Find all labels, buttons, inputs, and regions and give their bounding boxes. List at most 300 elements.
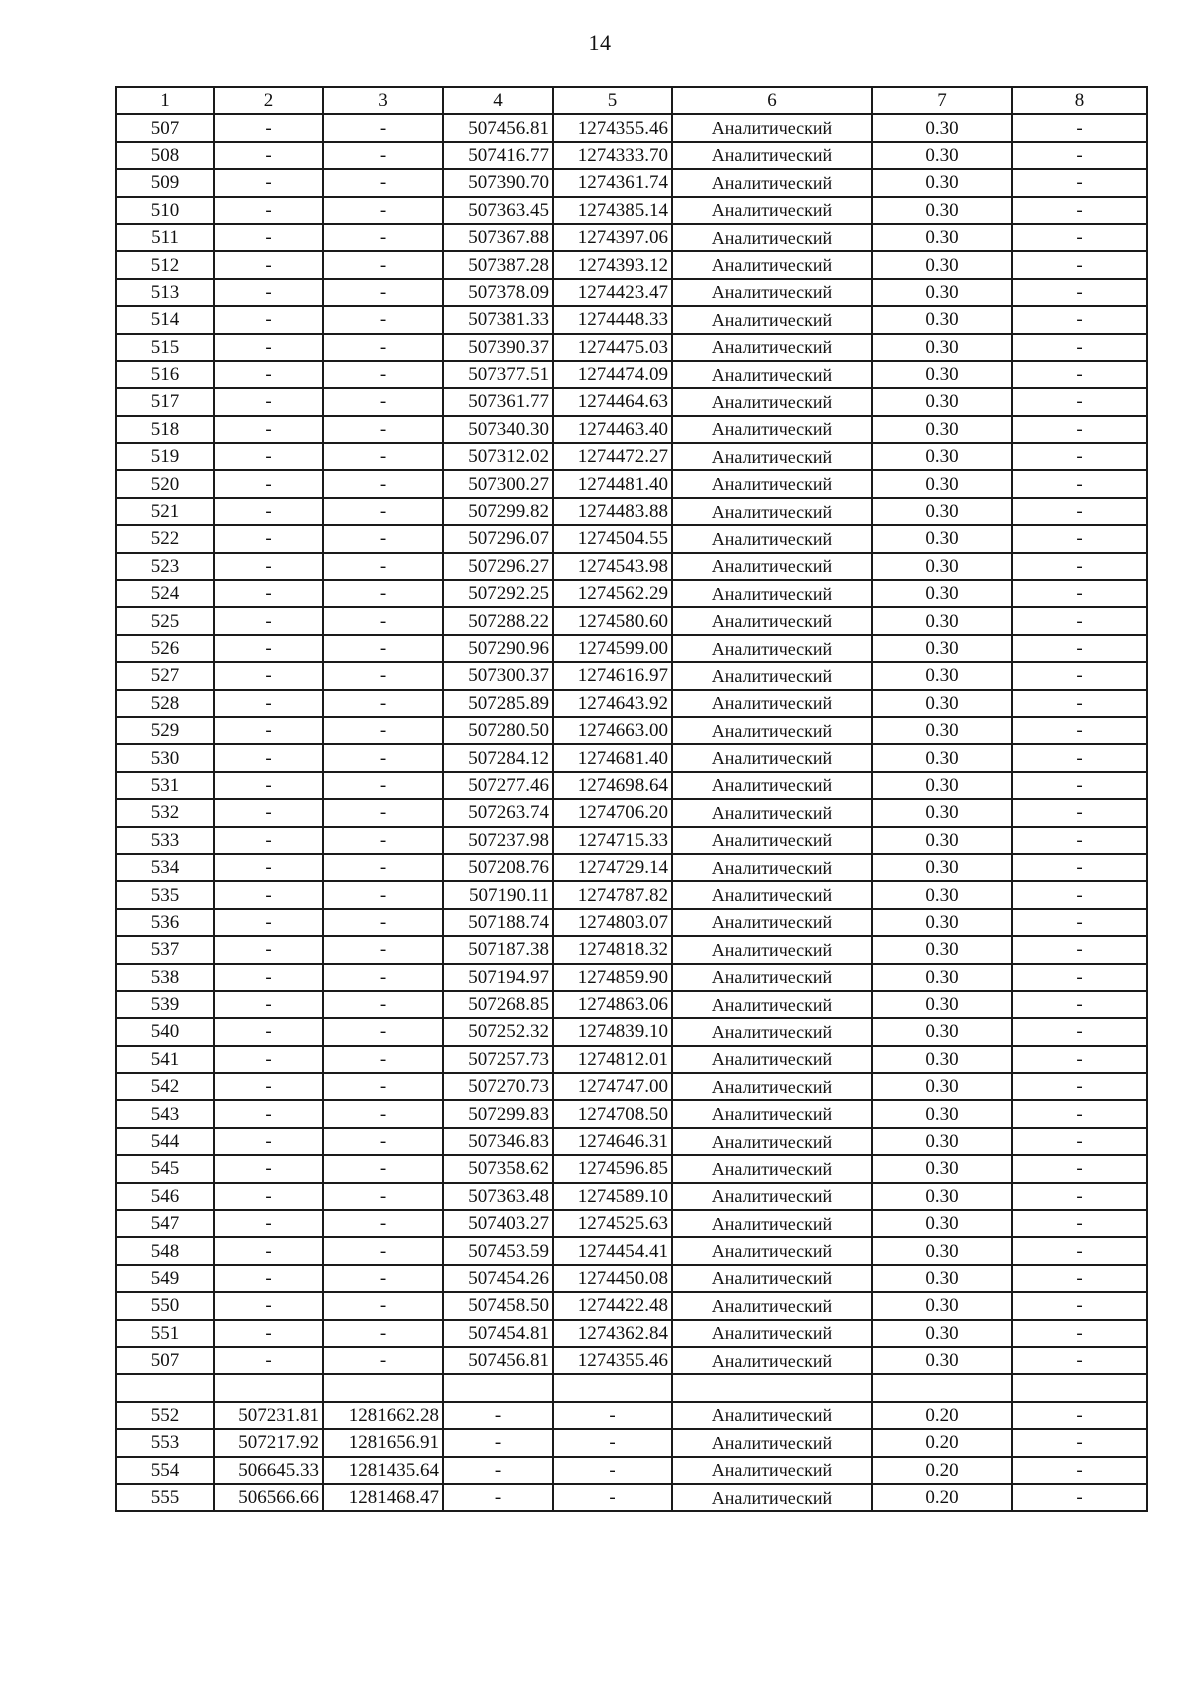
table-cell: - (323, 1292, 443, 1319)
table-cell: 514 (116, 306, 214, 333)
table-cell: - (443, 1402, 553, 1429)
table-cell: 1274596.85 (553, 1155, 672, 1182)
table-cell: - (323, 1100, 443, 1127)
table-cell (323, 1374, 443, 1401)
table-cell: Аналитический (672, 1347, 872, 1374)
table-cell: 0.30 (872, 251, 1012, 278)
table-cell: - (1012, 1429, 1147, 1456)
table-cell: - (323, 498, 443, 525)
table-cell: 1274698.64 (553, 772, 672, 799)
table-cell: 1274474.09 (553, 361, 672, 388)
table-cell: 549 (116, 1265, 214, 1292)
table-row (116, 1237, 1147, 1264)
table-cell: Аналитический (672, 1320, 872, 1347)
table-cell: Аналитический (672, 1073, 872, 1100)
table-row (116, 1347, 1147, 1374)
table-cell: 1274616.97 (553, 662, 672, 689)
table-cell: - (323, 717, 443, 744)
table-cell: - (323, 580, 443, 607)
table-cell: 507390.70 (443, 169, 553, 196)
table-cell: 534 (116, 854, 214, 881)
table-cell: Аналитический (672, 936, 872, 963)
table-cell: Аналитический (672, 525, 872, 552)
table-cell: 507263.74 (443, 799, 553, 826)
table-cell: - (323, 251, 443, 278)
table-cell: - (323, 607, 443, 634)
table-cell: 507285.89 (443, 690, 553, 717)
table-cell: - (323, 197, 443, 224)
table-row (116, 607, 1147, 634)
table-cell: - (214, 1320, 323, 1347)
table-cell: - (214, 936, 323, 963)
table-cell: 507270.73 (443, 1073, 553, 1100)
table-cell: - (1012, 964, 1147, 991)
table-cell: 1274729.14 (553, 854, 672, 881)
table-cell: 554 (116, 1457, 214, 1484)
table-cell: - (214, 799, 323, 826)
table-cell: 0.30 (872, 1347, 1012, 1374)
table-cell: - (214, 635, 323, 662)
table-cell: 507453.59 (443, 1237, 553, 1264)
table-cell: Аналитический (672, 388, 872, 415)
table-cell: - (1012, 525, 1147, 552)
table-cell: - (214, 1046, 323, 1073)
table-cell: 0.30 (872, 361, 1012, 388)
table-cell: 507300.27 (443, 470, 553, 497)
column-header: 8 (1012, 87, 1147, 114)
table-cell: 530 (116, 744, 214, 771)
table-cell: - (1012, 854, 1147, 881)
table-cell: 507188.74 (443, 909, 553, 936)
table-cell: - (443, 1429, 553, 1456)
table-cell: - (1012, 1402, 1147, 1429)
table-cell: 507358.62 (443, 1155, 553, 1182)
table-cell: Аналитический (672, 1402, 872, 1429)
table-cell: - (214, 827, 323, 854)
table-row (116, 662, 1147, 689)
table-cell: 555 (116, 1484, 214, 1511)
table-cell: 507458.50 (443, 1292, 553, 1319)
table-cell: 535 (116, 881, 214, 908)
table-cell: 532 (116, 799, 214, 826)
table-cell: - (1012, 470, 1147, 497)
table-cell: 1274385.14 (553, 197, 672, 224)
table-row (116, 169, 1147, 196)
table-cell: 507280.50 (443, 717, 553, 744)
table-cell: 507299.83 (443, 1100, 553, 1127)
table-cell: - (1012, 690, 1147, 717)
table-row (116, 1073, 1147, 1100)
table-cell: 1274504.55 (553, 525, 672, 552)
table-cell: 0.20 (872, 1457, 1012, 1484)
table-cell (214, 1374, 323, 1401)
table-cell: 546 (116, 1183, 214, 1210)
table-row (116, 772, 1147, 799)
table-cell: 0.30 (872, 334, 1012, 361)
table-cell: - (323, 306, 443, 333)
table-cell: - (214, 1128, 323, 1155)
table-cell: 1274361.74 (553, 169, 672, 196)
table-cell: - (553, 1484, 672, 1511)
table-cell: - (1012, 635, 1147, 662)
table-cell: - (1012, 1237, 1147, 1264)
table-cell: - (1012, 169, 1147, 196)
table-cell: - (1012, 1292, 1147, 1319)
table-cell: 0.30 (872, 964, 1012, 991)
table-cell: - (323, 744, 443, 771)
table-cell: 1274803.07 (553, 909, 672, 936)
table-cell: 507268.85 (443, 991, 553, 1018)
table-cell: 1274472.27 (553, 443, 672, 470)
table-row (116, 881, 1147, 908)
table-cell: 507257.73 (443, 1046, 553, 1073)
table-row (116, 498, 1147, 525)
table-cell: - (323, 635, 443, 662)
table-cell: 0.30 (872, 1237, 1012, 1264)
table-cell: - (214, 470, 323, 497)
table-cell (1012, 1374, 1147, 1401)
table-cell: Аналитический (672, 607, 872, 634)
table-cell: - (1012, 827, 1147, 854)
table-cell: 529 (116, 717, 214, 744)
table-cell: - (214, 251, 323, 278)
table-cell: - (1012, 717, 1147, 744)
table-row (116, 251, 1147, 278)
table-cell: 519 (116, 443, 214, 470)
table-cell: - (214, 279, 323, 306)
table-cell: Аналитический (672, 799, 872, 826)
table-cell: 0.30 (872, 306, 1012, 333)
table-cell: 552 (116, 1402, 214, 1429)
table-cell: 507288.22 (443, 607, 553, 634)
table-cell: 507296.07 (443, 525, 553, 552)
table-cell (443, 1374, 553, 1401)
table-cell: 0.30 (872, 607, 1012, 634)
table-cell: - (1012, 1155, 1147, 1182)
table-cell: 522 (116, 525, 214, 552)
table-row (116, 580, 1147, 607)
table-row (116, 1457, 1147, 1484)
table-cell: - (323, 1320, 443, 1347)
table-row (116, 964, 1147, 991)
table-row (116, 142, 1147, 169)
table-cell: 520 (116, 470, 214, 497)
table-row (116, 1320, 1147, 1347)
table-cell: 507378.09 (443, 279, 553, 306)
table-cell: 0.30 (872, 169, 1012, 196)
table-cell: 521 (116, 498, 214, 525)
table-row (116, 1155, 1147, 1182)
table-cell: 528 (116, 690, 214, 717)
table-row (116, 361, 1147, 388)
table-cell: 1281468.47 (323, 1484, 443, 1511)
table-cell: - (323, 1046, 443, 1073)
table-cell: Аналитический (672, 416, 872, 443)
table-cell: - (1012, 306, 1147, 333)
table-cell: 1274525.63 (553, 1210, 672, 1237)
table-cell: 1274715.33 (553, 827, 672, 854)
table-cell: Аналитический (672, 1292, 872, 1319)
table-cell: - (323, 772, 443, 799)
table-cell: - (214, 607, 323, 634)
header-row (116, 87, 1147, 114)
table-cell: 1274589.10 (553, 1183, 672, 1210)
table-cell: 1274562.29 (553, 580, 672, 607)
table-cell: 1274812.01 (553, 1046, 672, 1073)
table-cell: - (1012, 607, 1147, 634)
table-cell: 507 (116, 114, 214, 141)
table-cell: 1274580.60 (553, 607, 672, 634)
table-cell: 550 (116, 1292, 214, 1319)
table-cell: 507390.37 (443, 334, 553, 361)
table-cell: Аналитический (672, 498, 872, 525)
table-row (116, 334, 1147, 361)
table-cell: - (1012, 251, 1147, 278)
table-cell: - (214, 1210, 323, 1237)
table-cell: - (214, 197, 323, 224)
table-cell: Аналитический (672, 306, 872, 333)
table-cell: 0.20 (872, 1402, 1012, 1429)
table-row (116, 717, 1147, 744)
table-cell: - (1012, 1457, 1147, 1484)
table-cell: Аналитический (672, 772, 872, 799)
table-cell: - (323, 142, 443, 169)
table-cell: - (214, 416, 323, 443)
table-cell: 507403.27 (443, 1210, 553, 1237)
table-cell: - (1012, 1320, 1147, 1347)
table-cell: Аналитический (672, 1046, 872, 1073)
table-row (116, 525, 1147, 552)
table-cell: - (214, 1100, 323, 1127)
table-cell: 0.20 (872, 1484, 1012, 1511)
table-cell: 507187.38 (443, 936, 553, 963)
table-cell: - (323, 799, 443, 826)
table-cell: - (1012, 334, 1147, 361)
table-row (116, 854, 1147, 881)
table-cell: 536 (116, 909, 214, 936)
table-cell: 523 (116, 553, 214, 580)
table-cell: 526 (116, 635, 214, 662)
table-cell: - (323, 224, 443, 251)
table-cell: - (214, 306, 323, 333)
table-cell: - (1012, 114, 1147, 141)
table-cell: 0.30 (872, 525, 1012, 552)
table-cell: Аналитический (672, 1457, 872, 1484)
table-cell: - (214, 854, 323, 881)
table-cell: 0.30 (872, 1210, 1012, 1237)
table-cell: 507 (116, 1347, 214, 1374)
table-cell: - (214, 991, 323, 1018)
table-cell: 507296.27 (443, 553, 553, 580)
table-cell: - (1012, 224, 1147, 251)
table-row (116, 1292, 1147, 1319)
table-cell: - (323, 1018, 443, 1045)
table-cell: 1274448.33 (553, 306, 672, 333)
table-cell: Аналитический (672, 443, 872, 470)
table-cell: - (214, 361, 323, 388)
table-row (116, 1402, 1147, 1429)
table-cell: 507284.12 (443, 744, 553, 771)
table-cell: - (1012, 1046, 1147, 1073)
table-cell: - (214, 1265, 323, 1292)
table-cell: 507377.51 (443, 361, 553, 388)
table-cell: 507416.77 (443, 142, 553, 169)
table-cell: 507456.81 (443, 1347, 553, 1374)
table-cell: - (1012, 197, 1147, 224)
table-cell: 0.30 (872, 744, 1012, 771)
table-row (116, 909, 1147, 936)
table-cell: 1274475.03 (553, 334, 672, 361)
table-cell: - (443, 1457, 553, 1484)
table-cell: - (1012, 1347, 1147, 1374)
table-cell (672, 1374, 872, 1401)
table-cell: 0.30 (872, 114, 1012, 141)
table-cell: 0.30 (872, 443, 1012, 470)
table-cell: - (323, 553, 443, 580)
table-cell: 508 (116, 142, 214, 169)
table-cell: 516 (116, 361, 214, 388)
table-cell: 0.30 (872, 635, 1012, 662)
table-cell: - (323, 1265, 443, 1292)
table-cell: 1274643.92 (553, 690, 672, 717)
table-cell: - (553, 1429, 672, 1456)
table-cell: - (323, 1347, 443, 1374)
table-row (116, 388, 1147, 415)
table-cell: - (323, 1237, 443, 1264)
table-cell: 507454.81 (443, 1320, 553, 1347)
table-cell: 0.30 (872, 772, 1012, 799)
table-cell: 507381.33 (443, 306, 553, 333)
table-cell: 1274333.70 (553, 142, 672, 169)
table-cell: Аналитический (672, 1237, 872, 1264)
table-cell: Аналитический (672, 1128, 872, 1155)
table-cell (553, 1374, 672, 1401)
table-cell: 540 (116, 1018, 214, 1045)
table-cell: - (214, 881, 323, 908)
table-cell: 0.30 (872, 1128, 1012, 1155)
table-cell: 524 (116, 580, 214, 607)
table-cell: 0.30 (872, 1183, 1012, 1210)
table-row (116, 1484, 1147, 1511)
table-cell: - (214, 525, 323, 552)
table-cell: - (553, 1402, 672, 1429)
table-cell: Аналитический (672, 690, 872, 717)
table-cell: - (323, 443, 443, 470)
table-cell: 517 (116, 388, 214, 415)
table-cell: - (1012, 936, 1147, 963)
table-cell: Аналитический (672, 1484, 872, 1511)
table-cell: 551 (116, 1320, 214, 1347)
table-cell: 1274543.98 (553, 553, 672, 580)
table-cell: 1281656.91 (323, 1429, 443, 1456)
table-cell: - (323, 991, 443, 1018)
table-cell: 0.30 (872, 799, 1012, 826)
table-cell: 507237.98 (443, 827, 553, 854)
table-cell: 507454.26 (443, 1265, 553, 1292)
table-cell: 1274708.50 (553, 1100, 672, 1127)
table-cell: 0.20 (872, 1429, 1012, 1456)
table-cell: - (214, 1073, 323, 1100)
table-cell: 544 (116, 1128, 214, 1155)
table-cell: 512 (116, 251, 214, 278)
table-row (116, 991, 1147, 1018)
table-cell: 527 (116, 662, 214, 689)
table-cell: 507340.30 (443, 416, 553, 443)
table-cell: - (214, 1237, 323, 1264)
table-cell: Аналитический (672, 142, 872, 169)
table-cell: - (1012, 772, 1147, 799)
table-cell: - (214, 1347, 323, 1374)
table-cell: - (214, 580, 323, 607)
table-cell: - (1012, 909, 1147, 936)
table-cell: - (1012, 1100, 1147, 1127)
table-cell: 0.30 (872, 1155, 1012, 1182)
table-cell: 0.30 (872, 1100, 1012, 1127)
table-cell: Аналитический (672, 909, 872, 936)
table-cell: - (214, 114, 323, 141)
table-cell: Аналитический (672, 169, 872, 196)
table-cell: - (323, 1210, 443, 1237)
table-cell: 1274481.40 (553, 470, 672, 497)
column-header: 6 (672, 87, 872, 114)
table-cell: - (323, 1073, 443, 1100)
table-cell: 0.30 (872, 224, 1012, 251)
table-cell: 507312.02 (443, 443, 553, 470)
table-cell: 513 (116, 279, 214, 306)
table-cell: - (1012, 142, 1147, 169)
table-cell: 507299.82 (443, 498, 553, 525)
table-cell: 507367.88 (443, 224, 553, 251)
table-cell: Аналитический (672, 744, 872, 771)
table-cell: - (214, 717, 323, 744)
table-cell: 507300.37 (443, 662, 553, 689)
table-row (116, 470, 1147, 497)
table-cell: - (214, 744, 323, 771)
table-cell: - (323, 334, 443, 361)
table-cell: 0.30 (872, 1018, 1012, 1045)
table-cell: - (1012, 881, 1147, 908)
table-cell: 0.30 (872, 690, 1012, 717)
table-cell: - (1012, 279, 1147, 306)
table-cell: 0.30 (872, 580, 1012, 607)
table-cell: 1274839.10 (553, 1018, 672, 1045)
table-cell: - (1012, 1183, 1147, 1210)
table-row (116, 306, 1147, 333)
table-row (116, 799, 1147, 826)
table-cell: Аналитический (672, 1210, 872, 1237)
table-row (116, 279, 1147, 306)
table-cell: - (214, 553, 323, 580)
table-cell: 543 (116, 1100, 214, 1127)
table-cell: 507190.11 (443, 881, 553, 908)
table-cell: 547 (116, 1210, 214, 1237)
table-cell: 0.30 (872, 498, 1012, 525)
table-cell: 1274393.12 (553, 251, 672, 278)
table-cell: - (214, 909, 323, 936)
table-cell: - (214, 772, 323, 799)
table-cell: - (553, 1457, 672, 1484)
table-cell: 545 (116, 1155, 214, 1182)
table-cell: 510 (116, 197, 214, 224)
table-cell: - (214, 662, 323, 689)
table-cell: Аналитический (672, 1018, 872, 1045)
table-row (116, 1128, 1147, 1155)
table-cell: - (323, 1183, 443, 1210)
table-cell: Аналитический (672, 1155, 872, 1182)
table-cell: - (214, 334, 323, 361)
table-cell: 0.30 (872, 1265, 1012, 1292)
table-cell: - (1012, 580, 1147, 607)
